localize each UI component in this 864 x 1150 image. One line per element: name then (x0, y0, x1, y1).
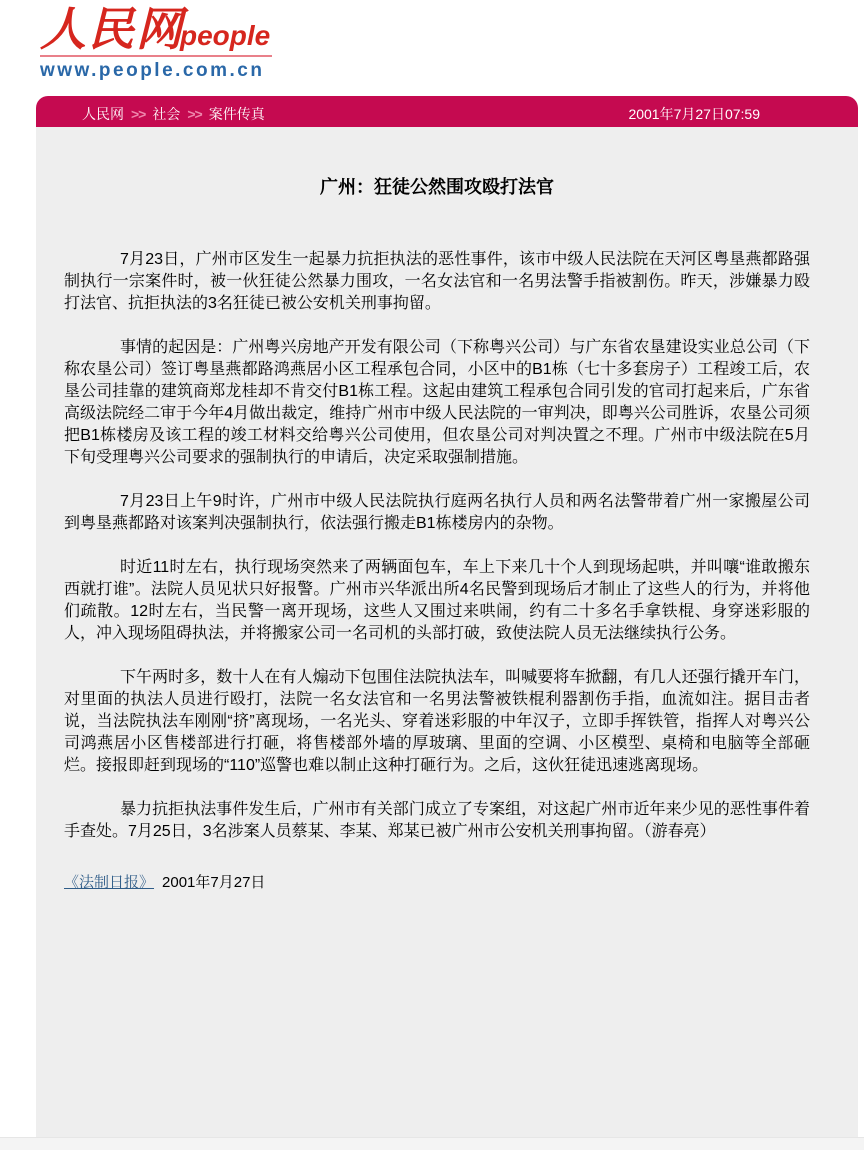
source-publication-link[interactable]: 《法制日报》 (64, 874, 155, 891)
article-paragraph: 7月23日，广州市区发生一起暴力抗拒执法的恶性事件，该市中级人民法院在天河区粤垦燕都路强制执行一宗案件时，被一伙狂徒公然暴力围攻，一名女法官和一名男法警手指被割伤。昨天，涉嫌暴力殴打法官、抗拒执法的3名狂徒已被公安机关刑事拘留。 (64, 251, 810, 312)
publish-datetime: 2001年7月27日07:59 (628, 106, 760, 122)
source-date: 2001年7月27日 (162, 874, 266, 891)
article-paragraph: 下午两时多，数十人在有人煽动下包围住法院执法车，叫喊要将车掀翻，有几人还强行撬开车门，对里面的执法人员进行殴打，法院一名女法官和一名男法警被铁棍利器割伤手指，血流如注。据目击者说，当法院执法车刚刚“挤”离现场，一名光头、穿着迷彩服的中年汉子，立即手挥铁管，指挥人对粤兴公司鸿燕居小区售楼部进行打砸，将售楼部外墙的厚玻璃、里面的空调、小区模型、桌椅和电脑等全部砸烂。接报即赶到现场的“110”巡警也难以制止这种打砸行为。之后，这伙狂徒迅速逃离现场。 (64, 669, 810, 774)
breadcrumb-separator: >> (131, 106, 146, 122)
article-paragraph: 7月23日上午9时许，广州市中级人民法院执行庭两名执行人员和两名法警带着广州一家搬屋公司到粤垦燕都路对该案判决强制执行，依法强行搬走B1栋楼房内的杂物。 (64, 493, 810, 532)
article-title: 广州：狂徒公然围攻殴打法官 (320, 177, 554, 197)
breadcrumb-bar (36, 96, 858, 127)
article-paragraph: 暴力抗拒执法事件发生后，广州市有关部门成立了专案组，对这起广州市近年来少见的恶性事件着手查处。7月25日，3名涉案人员蔡某、李某、郑某已被广州市公安机关刑事拘留。（游春亮） (64, 801, 810, 840)
logo-english-text: people (180, 20, 271, 51)
article-body (64, 249, 810, 843)
logo-wordmark (40, 3, 272, 55)
logo-chinese-text: 人民网 (40, 3, 184, 55)
logo-underline-rule (40, 55, 272, 57)
site-header (0, 0, 864, 96)
breadcrumb-link-society[interactable]: 社会 (152, 106, 181, 122)
article-paragraph: 事情的起因是：广州粤兴房地产开发有限公司（下称粤兴公司）与广东省农垦建设实业总公司（下称农垦公司）签订粤垦燕都路鸿燕居小区工程承包合同，小区中的B1栋（七十多套房子）工程竣工后，农垦公司挂靠的建筑商郑龙桂却不肯交付B1栋工程。这起由建筑工程承包合同引发的官司打起来后，广东省高级法院经二审于今年4月做出裁定，维持广州市中级人民法院的一审判决，即粤兴公司胜诉，农垦公司须把B1栋楼房及该工程的竣工材料交给粤兴公司使用，但农垦公司对判决置之不理。广州市中级法院在5月下旬受理粤兴公司要求的强制执行的申请后，决定采取强制措施。 (64, 339, 810, 466)
breadcrumb-link-case-fax[interactable]: 案件传真 (208, 106, 265, 122)
breadcrumb-separator: >> (187, 106, 202, 122)
article-content-area (36, 127, 858, 1137)
article-paragraph: 时近11时左右，执行现场突然来了两辆面包车，车上下来几十个人到现场起哄，并叫嚷“谁敢搬东西就打谁”。法院人员见状只好报警。广州市兴华派出所4名民警到现场后才制止了这些人的行为，并将他们疏散。12时左右，当民警一离开现场，这些人又围过来哄闹，约有二十多名手拿铁棍、身穿迷彩服的人，冲入现场阻碍执法，并将搬家公司一名司机的头部打破，致使法院人员无法继续执行公务。 (64, 559, 810, 642)
people-logo[interactable] (40, 3, 272, 82)
source-line (64, 871, 810, 892)
breadcrumb (82, 104, 265, 124)
breadcrumb-link-home[interactable]: 人民网 (82, 106, 124, 122)
site-url-text: www.people.com.cn (40, 60, 265, 81)
bottom-strip (0, 1137, 864, 1150)
